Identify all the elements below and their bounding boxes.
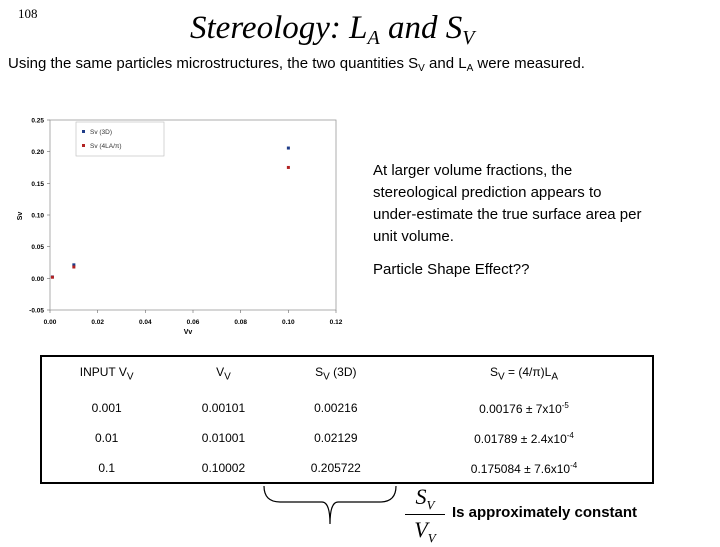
y-tick-label: 0.25 [31, 117, 44, 125]
cell-sv3d: 0.00216 [314, 401, 358, 415]
fraction-numerator: $S_V$ [405, 484, 445, 515]
y-tick-label: 0.20 [31, 149, 44, 157]
header-sv-3d: $S_V$ (3D) [315, 365, 357, 383]
legend-entry-1: Sv (4LA/π) [90, 143, 122, 150]
x-tick-label: 0.02 [91, 319, 104, 326]
data-point [287, 166, 290, 169]
y-tick-label: -0.05 [29, 307, 44, 315]
scatter-chart [10, 112, 350, 342]
note-paragraph-1: At larger volume fractions, the stereological prediction appears to under-estimate the true surface area per unit volume. [373, 162, 642, 245]
data-point [51, 276, 54, 279]
cell-vv: 0.01001 [201, 431, 246, 445]
data-point [72, 266, 75, 269]
chart-legend [76, 122, 164, 156]
cell-input: 0.01 [94, 431, 119, 445]
x-tick-label: 0.10 [282, 319, 295, 326]
constant-label: Is approximately constant [452, 504, 638, 521]
header-input-vv: INPUT $V_V$ [79, 365, 134, 383]
cell-vv: 0.00101 [201, 401, 246, 415]
header-vv: $V_V$ [216, 365, 231, 383]
cell-svla: $0.00176 \pm 7x10^{-5}$ [479, 400, 569, 416]
table-row [42, 423, 652, 453]
table-header-row [42, 355, 652, 393]
note-paragraph-2: Particle Shape Effect?? [373, 261, 530, 278]
x-tick-label: 0.00 [43, 319, 57, 326]
cell-sv3d: 0.205722 [310, 461, 361, 475]
slide-title: Stereology: $L_A$ and $S_V$ [190, 10, 475, 49]
x-tick-label: 0.08 [234, 319, 247, 326]
cell-svla: $0.01789 \pm 2.4x10^{-4}$ [474, 430, 574, 446]
header-sv-la: $S_V = (4/\pi)L_A$ [490, 365, 558, 383]
cell-svla: $0.175084 \pm 7.6x10^{-4}$ [470, 460, 578, 476]
x-tick-label: 0.06 [186, 319, 200, 326]
x-tick-label: 0.12 [329, 319, 343, 326]
x-tick-label: 0.04 [139, 319, 152, 326]
data-table [42, 355, 652, 483]
annotation-text [373, 160, 643, 292]
cell-input: 0.001 [91, 401, 122, 415]
y-axis-label: Sv [17, 211, 24, 221]
cell-vv: 0.10002 [201, 461, 246, 475]
y-tick-label: 0.00 [31, 275, 44, 283]
legend-entry-0: Sv (3D) [90, 129, 113, 136]
page-number: 108 [18, 6, 38, 21]
table-row [42, 393, 652, 423]
y-tick-label: 0.10 [31, 212, 44, 220]
x-axis-label: Vv [183, 329, 193, 336]
fraction-denominator: $V_V$ [414, 517, 436, 546]
cell-sv3d: 0.02129 [314, 431, 358, 445]
y-tick-label: 0.15 [31, 180, 44, 188]
slide-subtitle: Using the same particles microstructures, the two quantities $S_V$ and $L_A$ were measured. [8, 55, 585, 74]
table-row [42, 453, 652, 483]
y-tick-label: 0.05 [31, 244, 44, 252]
data-point [287, 147, 290, 150]
curly-brace [260, 484, 400, 529]
cell-input: 0.1 [98, 461, 115, 475]
sv-over-vv-fraction [405, 484, 445, 547]
